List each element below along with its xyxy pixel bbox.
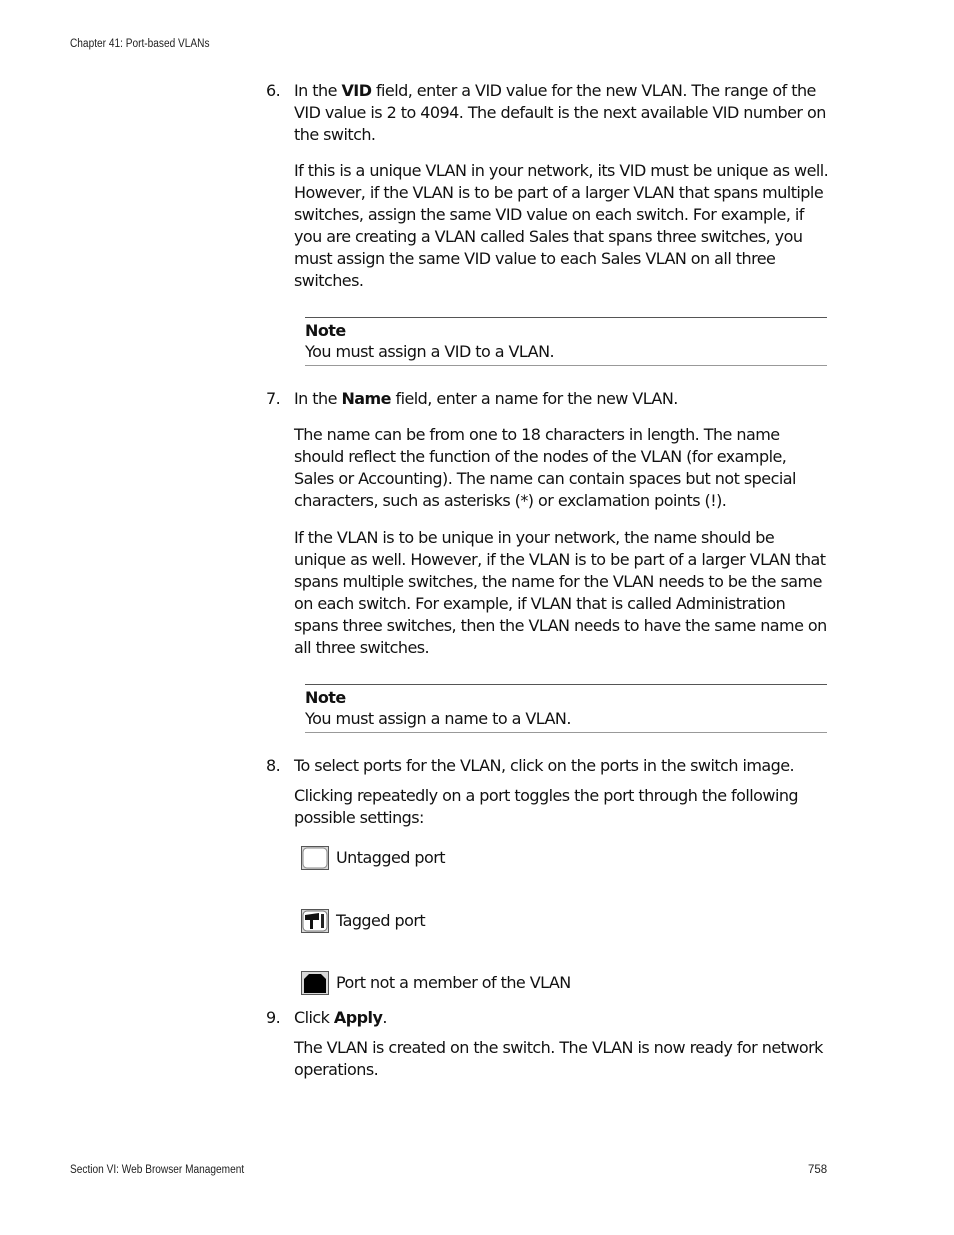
step-text bbox=[294, 1007, 830, 1029]
running-header: Chapter 41: Port-based VLANs bbox=[70, 38, 210, 50]
nonmember-port-icon bbox=[301, 971, 329, 995]
note-box bbox=[305, 684, 827, 733]
note-title: Note bbox=[305, 688, 346, 707]
step-text-post: field, enter a VID value for the new VLAN. The range of the VID value is 2 to 4094. The default is the next available VID number on the switch. bbox=[294, 81, 826, 144]
step-text-pre: In the bbox=[294, 389, 342, 408]
step-text-post: field, enter a name for the new VLAN. bbox=[390, 389, 678, 408]
step-number: 8. bbox=[266, 756, 281, 775]
step-text-pre: Click bbox=[294, 1008, 334, 1027]
step-7 bbox=[266, 388, 830, 410]
step-6 bbox=[266, 80, 830, 146]
step-text bbox=[294, 80, 830, 146]
step-number: 7. bbox=[266, 389, 281, 408]
step-number: 6. bbox=[266, 81, 281, 100]
port-legend-label: Untagged port bbox=[336, 848, 445, 867]
note-text: You must assign a name to a VLAN. bbox=[305, 709, 571, 728]
port-legend-label: Port not a member of the VLAN bbox=[336, 973, 571, 992]
footer-section: Section VI: Web Browser Management bbox=[70, 1164, 245, 1176]
note-title: Note bbox=[305, 321, 346, 340]
step-text-pre: In the bbox=[294, 81, 342, 100]
paragraph: If this is a unique VLAN in your network, its VID must be unique as well. However, if the VLAN is to be part of a larger VLAN that spans multiple switches, assign the same VID value on each switch. For example, if you are creating a VLAN called Sales that spans three switches, you must assign the same VID value to each Sales VLAN on all three switches. bbox=[294, 161, 829, 290]
step-9 bbox=[266, 1007, 830, 1029]
step-text-post: . bbox=[382, 1008, 387, 1027]
field-name-vid: VID bbox=[341, 81, 372, 100]
port-legend-label: Tagged port bbox=[336, 911, 426, 930]
paragraph: Clicking repeatedly on a port toggles the port through the following possible settings: bbox=[294, 786, 799, 827]
step-8 bbox=[266, 755, 830, 777]
paragraph: The name can be from one to 18 characters in length. The name should reflect the function of the nodes of the VLAN (for example, Sales or Accounting). The name can contain spaces but not special characters, such as asterisks (*) or exclamation points (!). bbox=[294, 425, 796, 510]
step-text bbox=[294, 388, 830, 410]
main-content bbox=[266, 80, 830, 1081]
port-legend-tagged bbox=[301, 906, 830, 936]
note-text: You must assign a VID to a VLAN. bbox=[305, 342, 555, 361]
step-number: 9. bbox=[266, 1008, 281, 1027]
port-legend-nonmember bbox=[301, 968, 830, 998]
port-legend-untagged bbox=[301, 843, 830, 873]
paragraph: If the VLAN is to be unique in your network, the name should be unique as well. However, if the VLAN is to be part of a larger VLAN that spans multiple switches, the name for the VLAN needs to be the same on each switch. For example, if VLAN that is called Administration spans three switches, then the VLAN needs to have the same name on all three switches. bbox=[294, 528, 827, 657]
untagged-port-icon bbox=[301, 846, 329, 870]
button-name-apply: Apply bbox=[333, 1008, 383, 1027]
field-name-name: Name bbox=[341, 389, 391, 408]
tagged-port-icon bbox=[301, 909, 329, 933]
step-text: To select ports for the VLAN, click on the ports in the switch image. bbox=[294, 756, 795, 775]
page-number: 758 bbox=[808, 1164, 828, 1176]
paragraph: The VLAN is created on the switch. The VLAN is now ready for network operations. bbox=[294, 1038, 823, 1079]
note-box bbox=[305, 317, 827, 366]
